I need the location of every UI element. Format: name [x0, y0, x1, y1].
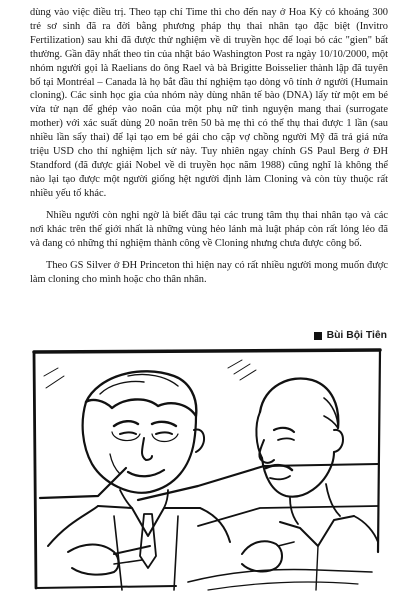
article-paragraph-1: dùng vào việc điều trị. Theo tạp chí Time thì cho đến nay ở Hoa Kỳ có khoảng 300 trẻ sơ sinh đã ra đời bằng phương pháp thụ thai nhân tạo đặc biệt (Invitro Fertilization) sau khi đã được thử nghiệm về di truyền học để loại bỏ các "gien" bất thường. Gần đây nhất theo tin của nhật báo Washington Post ra ngày 10/10/2000, một nhóm người gọi là Raelians do ông Rael và bà Brigitte Boisselier thành lập đã tuyên bố tại Montréal – Canada là họ bắt đầu thí nghiệm tạo dòng vô tính ở người (Humain cloning). Các sinh học gia của nhóm này dùng nhân tế bào (DNA) lấy từ một em bé vừa tử nạn để ghép vào noãn của một phụ nữ tình nguyện mang thai (surrogate mother) với xác suất dùng 20 noãn trên 50 bà mẹ thì có thể thụ thai được 1 lần (sau nhiều lần sẩy thai) để lại tạo em bé gái cho cặp vợ chồng người Mỹ đã trả giá nửa triệu USD cho thí nghiệm lịch sử này. Tuy nhiên ngay chính GS Paul Berg ở ĐH Standford (đã được giải Nobel về di truyền học năm 1988) cũng nghĩ là không thể nào lại tạo được một người giống hệt người định làm Cloning và còn tùy thuộc rất nhiều yếu tố khác. — [30, 7, 388, 199]
article-paragraph-2: Nhiều người còn nghi ngờ là biết đâu tại các trung tâm thụ thai nhân tạo và các nơi khác trên thế giới nhất là những vùng hẻo lánh mà luật pháp còn rất lỏng lẻo đã và đang có những thí nghiệm thành công về Cloning nhưng chưa được công bố. — [30, 209, 388, 249]
article-paragraph-3: Theo GS Silver ở ĐH Princeton thì hiện nay có rất nhiều người mong muốn được làm cloning cho mình hoặc cho thân nhân. — [30, 260, 388, 286]
article-body — [30, 6, 388, 287]
author-name: Bùi Bội Tiên — [326, 330, 387, 341]
author-byline — [314, 330, 387, 341]
cartoon-illustration — [28, 346, 388, 596]
bullet-square-icon — [314, 332, 322, 340]
